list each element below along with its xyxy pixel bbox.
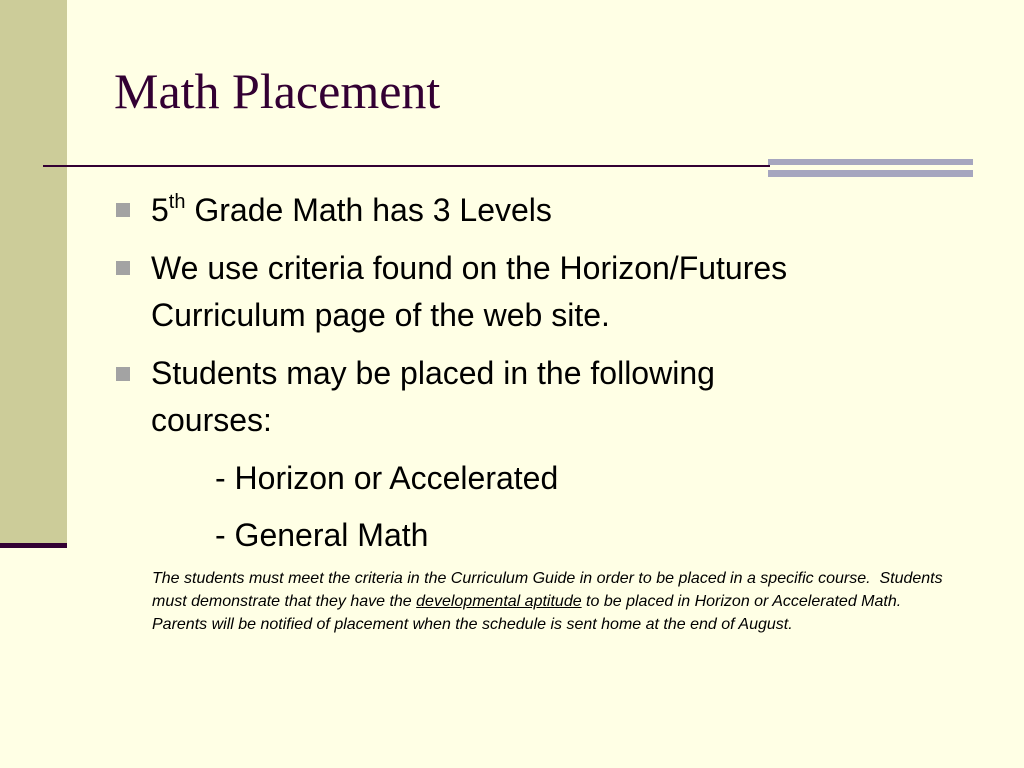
note-part-1: The students must meet the criteria in the Curriculum Guide in order to be placed in a specific course. Students must demonstrate that they have the [152, 570, 948, 610]
placement-note [152, 567, 952, 636]
bullet-1-rest: Grade Math has 3 Levels [185, 192, 552, 228]
bullet-3-line-2: courses: [151, 402, 272, 438]
note-underlined-term: developmental aptitude [416, 593, 582, 610]
bullet-marker-3 [116, 367, 130, 381]
sub-item-general-math: - General Math [215, 517, 429, 553]
sub-item-horizon: - Horizon or Accelerated [215, 460, 559, 496]
bullet-text-1 [151, 187, 552, 233]
bullet-1-superscript: th [168, 191, 186, 213]
bullet-marker-2 [116, 261, 130, 275]
divider-accent-top [768, 159, 973, 165]
bullet-1-number: 5 [151, 192, 169, 228]
divider-accent-bottom [768, 170, 973, 177]
left-bar-underline [0, 543, 67, 548]
slide-title: Math Placement [114, 63, 441, 119]
note-part-2: to be placed in Horizon or Accelerated Math. Parents will be notified of placement when the schedule is sent home at the end of August. [152, 593, 911, 633]
bullet-2-line-1: We use criteria found on the Horizon/Futures [151, 250, 788, 286]
bullet-marker-1 [116, 203, 130, 217]
bullet-2-line-2: Curriculum page of the web site. [151, 297, 610, 333]
bullet-3-line-1: Students may be placed in the following [151, 355, 715, 391]
title-divider-line [43, 165, 770, 167]
left-decorative-bar [0, 0, 67, 546]
